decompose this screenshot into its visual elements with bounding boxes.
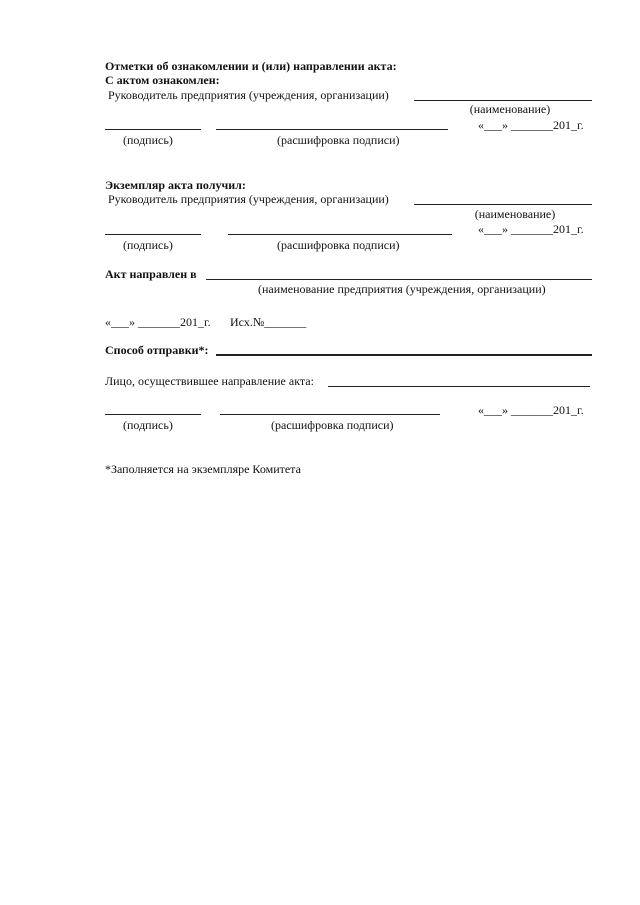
outgoing-number-field: Исх.№_______ — [230, 315, 307, 329]
sent-to-caption: (наименование предприятия (учреждения, организации) — [258, 282, 546, 296]
sent-date-field: «___» _______201_г. — [105, 315, 211, 329]
delivery-method-label: Способ отправки*: — [105, 343, 209, 357]
head-label-received: Руководитель предприятия (учреждения, организации) — [108, 192, 389, 206]
date-field-sent: «___» _______201_г. — [478, 403, 584, 417]
decoding-caption-acquainted: (расшифровка подписи) — [277, 133, 400, 147]
section-subheading-acquainted: С актом ознакомлен: — [105, 73, 220, 87]
decoding-line-sent — [220, 414, 440, 415]
signature-caption-acquainted: (подпись) — [123, 133, 173, 147]
signature-line-sent — [105, 414, 201, 415]
signature-caption-received: (подпись) — [123, 238, 173, 252]
sent-to-line — [206, 279, 592, 280]
decoding-line-acquainted — [216, 129, 448, 130]
date-field-acquainted: «___» _______201_г. — [478, 118, 584, 132]
decoding-caption-sent: (расшифровка подписи) — [271, 418, 394, 432]
footnote: *Заполняется на экземпляре Комитета — [105, 462, 301, 476]
decoding-caption-received: (расшифровка подписи) — [277, 238, 400, 252]
name-caption-acquainted: (наименование) — [469, 102, 551, 116]
signature-caption-sent: (подпись) — [123, 418, 173, 432]
sender-person-line — [328, 386, 590, 387]
delivery-method-line — [216, 354, 592, 356]
section-heading-received: Экземпляр акта получил: — [105, 178, 246, 192]
name-line-acquainted — [414, 100, 592, 101]
section-heading-marks: Отметки об ознакомлении и (или) направлении акта: — [105, 59, 397, 73]
signature-line-acquainted — [105, 129, 201, 130]
sent-to-label: Акт направлен в — [105, 267, 197, 281]
name-line-received — [414, 204, 592, 205]
signature-line-received — [105, 234, 201, 235]
date-field-received: «___» _______201_г. — [478, 222, 584, 236]
decoding-line-received — [228, 234, 452, 235]
sender-person-label: Лицо, осуществившее направление акта: — [105, 374, 314, 388]
name-caption-received: (наименование) — [474, 207, 556, 221]
head-label-acquainted: Руководитель предприятия (учреждения, организации) — [108, 88, 389, 102]
